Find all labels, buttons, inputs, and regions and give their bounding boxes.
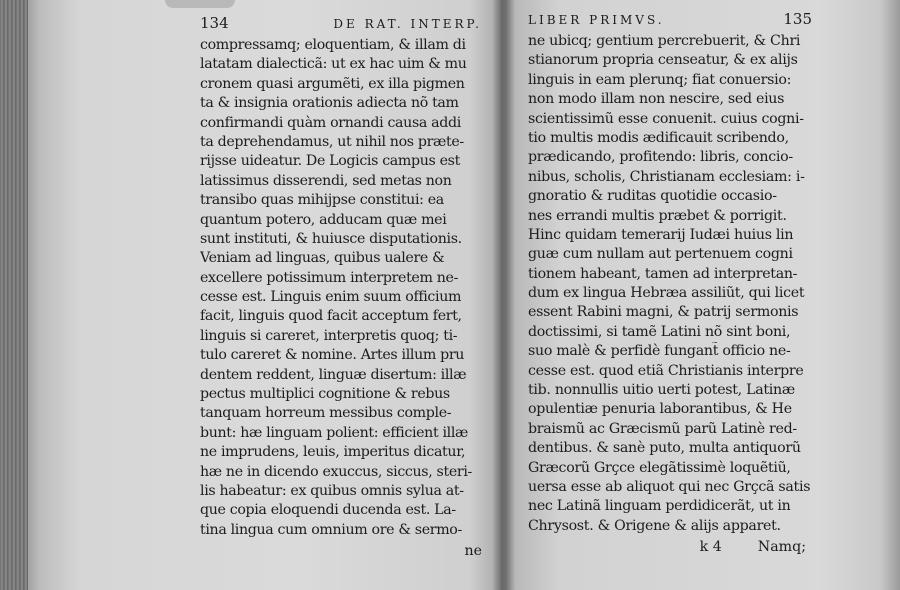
right-text-line: tio multis modis ædificauit scribendo, bbox=[528, 129, 789, 146]
right-text-line: uersa esse ab aliquot qui nec Grçcã satis bbox=[528, 478, 811, 495]
left-text-line: sunt instituti, & huiusce disputationis. bbox=[200, 230, 462, 247]
right-text-line: braismũ ac Græcismũ parũ Latinè red- bbox=[528, 420, 797, 437]
left-text-line: pectus multiplici cognitione & rebus bbox=[200, 386, 450, 403]
right-text-line: dentibus. & sanè puto, multa antiquorũ bbox=[528, 440, 801, 457]
left-catchword: ne bbox=[464, 543, 482, 560]
left-page-text bbox=[200, 36, 482, 540]
right-text-line: Chrysost. & Origene & alijs apparet. bbox=[528, 517, 781, 534]
right-page-number: 135 bbox=[783, 10, 812, 28]
left-text-line: lis habeatur: ex quibus omnis sylua at- bbox=[200, 482, 464, 499]
right-text-line: scientissimũ esse conuenit. cuius cogni- bbox=[528, 110, 804, 127]
right-text-line: nibus, scholis, Christianam ecclesiam: i- bbox=[528, 168, 805, 185]
left-text-line: bunt: hæ linguam polient: efficient illæ bbox=[200, 424, 469, 441]
left-page-header bbox=[200, 14, 482, 36]
right-text-line: guæ cum nullam aut pertenuem cogni bbox=[528, 246, 793, 263]
left-text-line: que copia eloquendi ducenda est. La- bbox=[200, 502, 456, 519]
left-text-line: tanquam horreum messibus comple- bbox=[200, 405, 452, 422]
right-text-line: Hinc quidam temerarij Iudæi huius lin bbox=[528, 226, 794, 243]
right-text-line: suo malè & perfidè fungant̃ officio ne- bbox=[528, 343, 791, 360]
right-running-head: LIBER PRIMVS. bbox=[528, 13, 665, 27]
right-text-line: gnoratio & ruditas quotidie occasio- bbox=[528, 188, 777, 205]
right-text-line: ne ubicq; gentium percrebuerit, & Chri bbox=[528, 33, 801, 49]
left-text-line: confirmandi quàm ornandi causa addi bbox=[200, 114, 461, 131]
right-page bbox=[528, 10, 812, 557]
left-text-line: excellere potissimum interpretem ne- bbox=[200, 269, 459, 286]
left-text-line: latatam dialecticã: ut ex hac uim & mu bbox=[200, 56, 467, 73]
right-text-line: prædicando, profitendo: libris, concio- bbox=[528, 149, 793, 166]
left-text-line: cronem quasi argumẽti, ex illa pigmen bbox=[200, 75, 465, 92]
left-text-line: facit, linguis quod facit acceptum fert, bbox=[200, 308, 462, 325]
right-text-line: dum ex lingua Hebræa assiliũt, qui licet bbox=[528, 285, 805, 302]
right-text-line: non modo illam non nescire, sed eius bbox=[528, 91, 785, 108]
left-page-number: 134 bbox=[200, 14, 229, 32]
left-page bbox=[200, 14, 482, 561]
left-text-line: rijsse uideatur. De Logicis campus est bbox=[200, 153, 460, 170]
right-text-line: nes errandi multis præbet & porrigit. bbox=[528, 207, 787, 224]
right-text-line: Græcorũ Grçce elegãtissimè loquẽtiũ, bbox=[528, 459, 791, 476]
right-text-line: cesse est. quod etiã Christianis interpre bbox=[528, 362, 804, 379]
right-text-line: opulentiæ penuria laborantibus, & He bbox=[528, 401, 792, 418]
right-page-text bbox=[528, 32, 812, 536]
right-catchword: Namq; bbox=[757, 539, 806, 556]
left-text-line: hæ ne in dicendo exuccus, siccus, steri- bbox=[200, 463, 472, 480]
left-text-line: linguis si careret, interpretis quoq; ti- bbox=[200, 327, 458, 344]
right-page-header bbox=[528, 10, 812, 32]
left-text-line: ta deprehendamus, ut nihil nos præte- bbox=[200, 133, 464, 150]
right-text-line: tionem habeant, tamen ad interpretan- bbox=[528, 265, 798, 282]
page-edges bbox=[0, 0, 28, 590]
right-text-line: nec Latinã linguam perdidicerãt, ut in bbox=[528, 498, 791, 515]
left-text-line: ta & insignia orationis adiecta nõ tam bbox=[200, 95, 459, 112]
left-text-line: latissimus disserendi, sed metas non bbox=[200, 172, 452, 189]
left-text-line: ne imprudens, leuis, imperitus dicatur, bbox=[200, 444, 466, 461]
left-text-line: cesse est. Linguis enim suum officium bbox=[200, 289, 462, 306]
gutter-shadow bbox=[492, 0, 514, 590]
left-text-line: dentem reddent, linguæ disertum: illæ bbox=[200, 366, 467, 383]
left-text-line: quantum potero, adducam quæ mei bbox=[200, 211, 447, 228]
right-text-line: doctissimi, si tamẽ Latini nõ sint boni, bbox=[528, 323, 791, 340]
right-text-line: stianorum propria censeatur, & ex alijs bbox=[528, 52, 798, 69]
left-text-line: transibo quas mihijpse constitui: ea bbox=[200, 192, 444, 209]
left-text-line: Veniam ad linguas, quibus ualere & bbox=[200, 250, 445, 267]
right-page-footer bbox=[528, 538, 812, 557]
right-text-line: linguis in eam plerunq; fiat conuersio: bbox=[528, 71, 792, 88]
left-running-head: DE RAT. INTERP. bbox=[333, 17, 482, 31]
left-text-line: compressamq; eloquentiam, & illam di bbox=[200, 37, 466, 53]
right-text-line: essent Rabini magni, & patrij sermonis bbox=[528, 304, 799, 321]
left-text-line: tulo careret & nomine. Artes illum pru bbox=[200, 347, 465, 364]
left-text-line: tina lingua cum omnium ore & sermo- bbox=[200, 521, 462, 538]
ink-blot bbox=[165, 0, 235, 8]
right-text-line: tib. nonnullis uitio uerti potest, Latinæ bbox=[528, 382, 795, 399]
signature-mark: k 4 bbox=[699, 539, 722, 556]
